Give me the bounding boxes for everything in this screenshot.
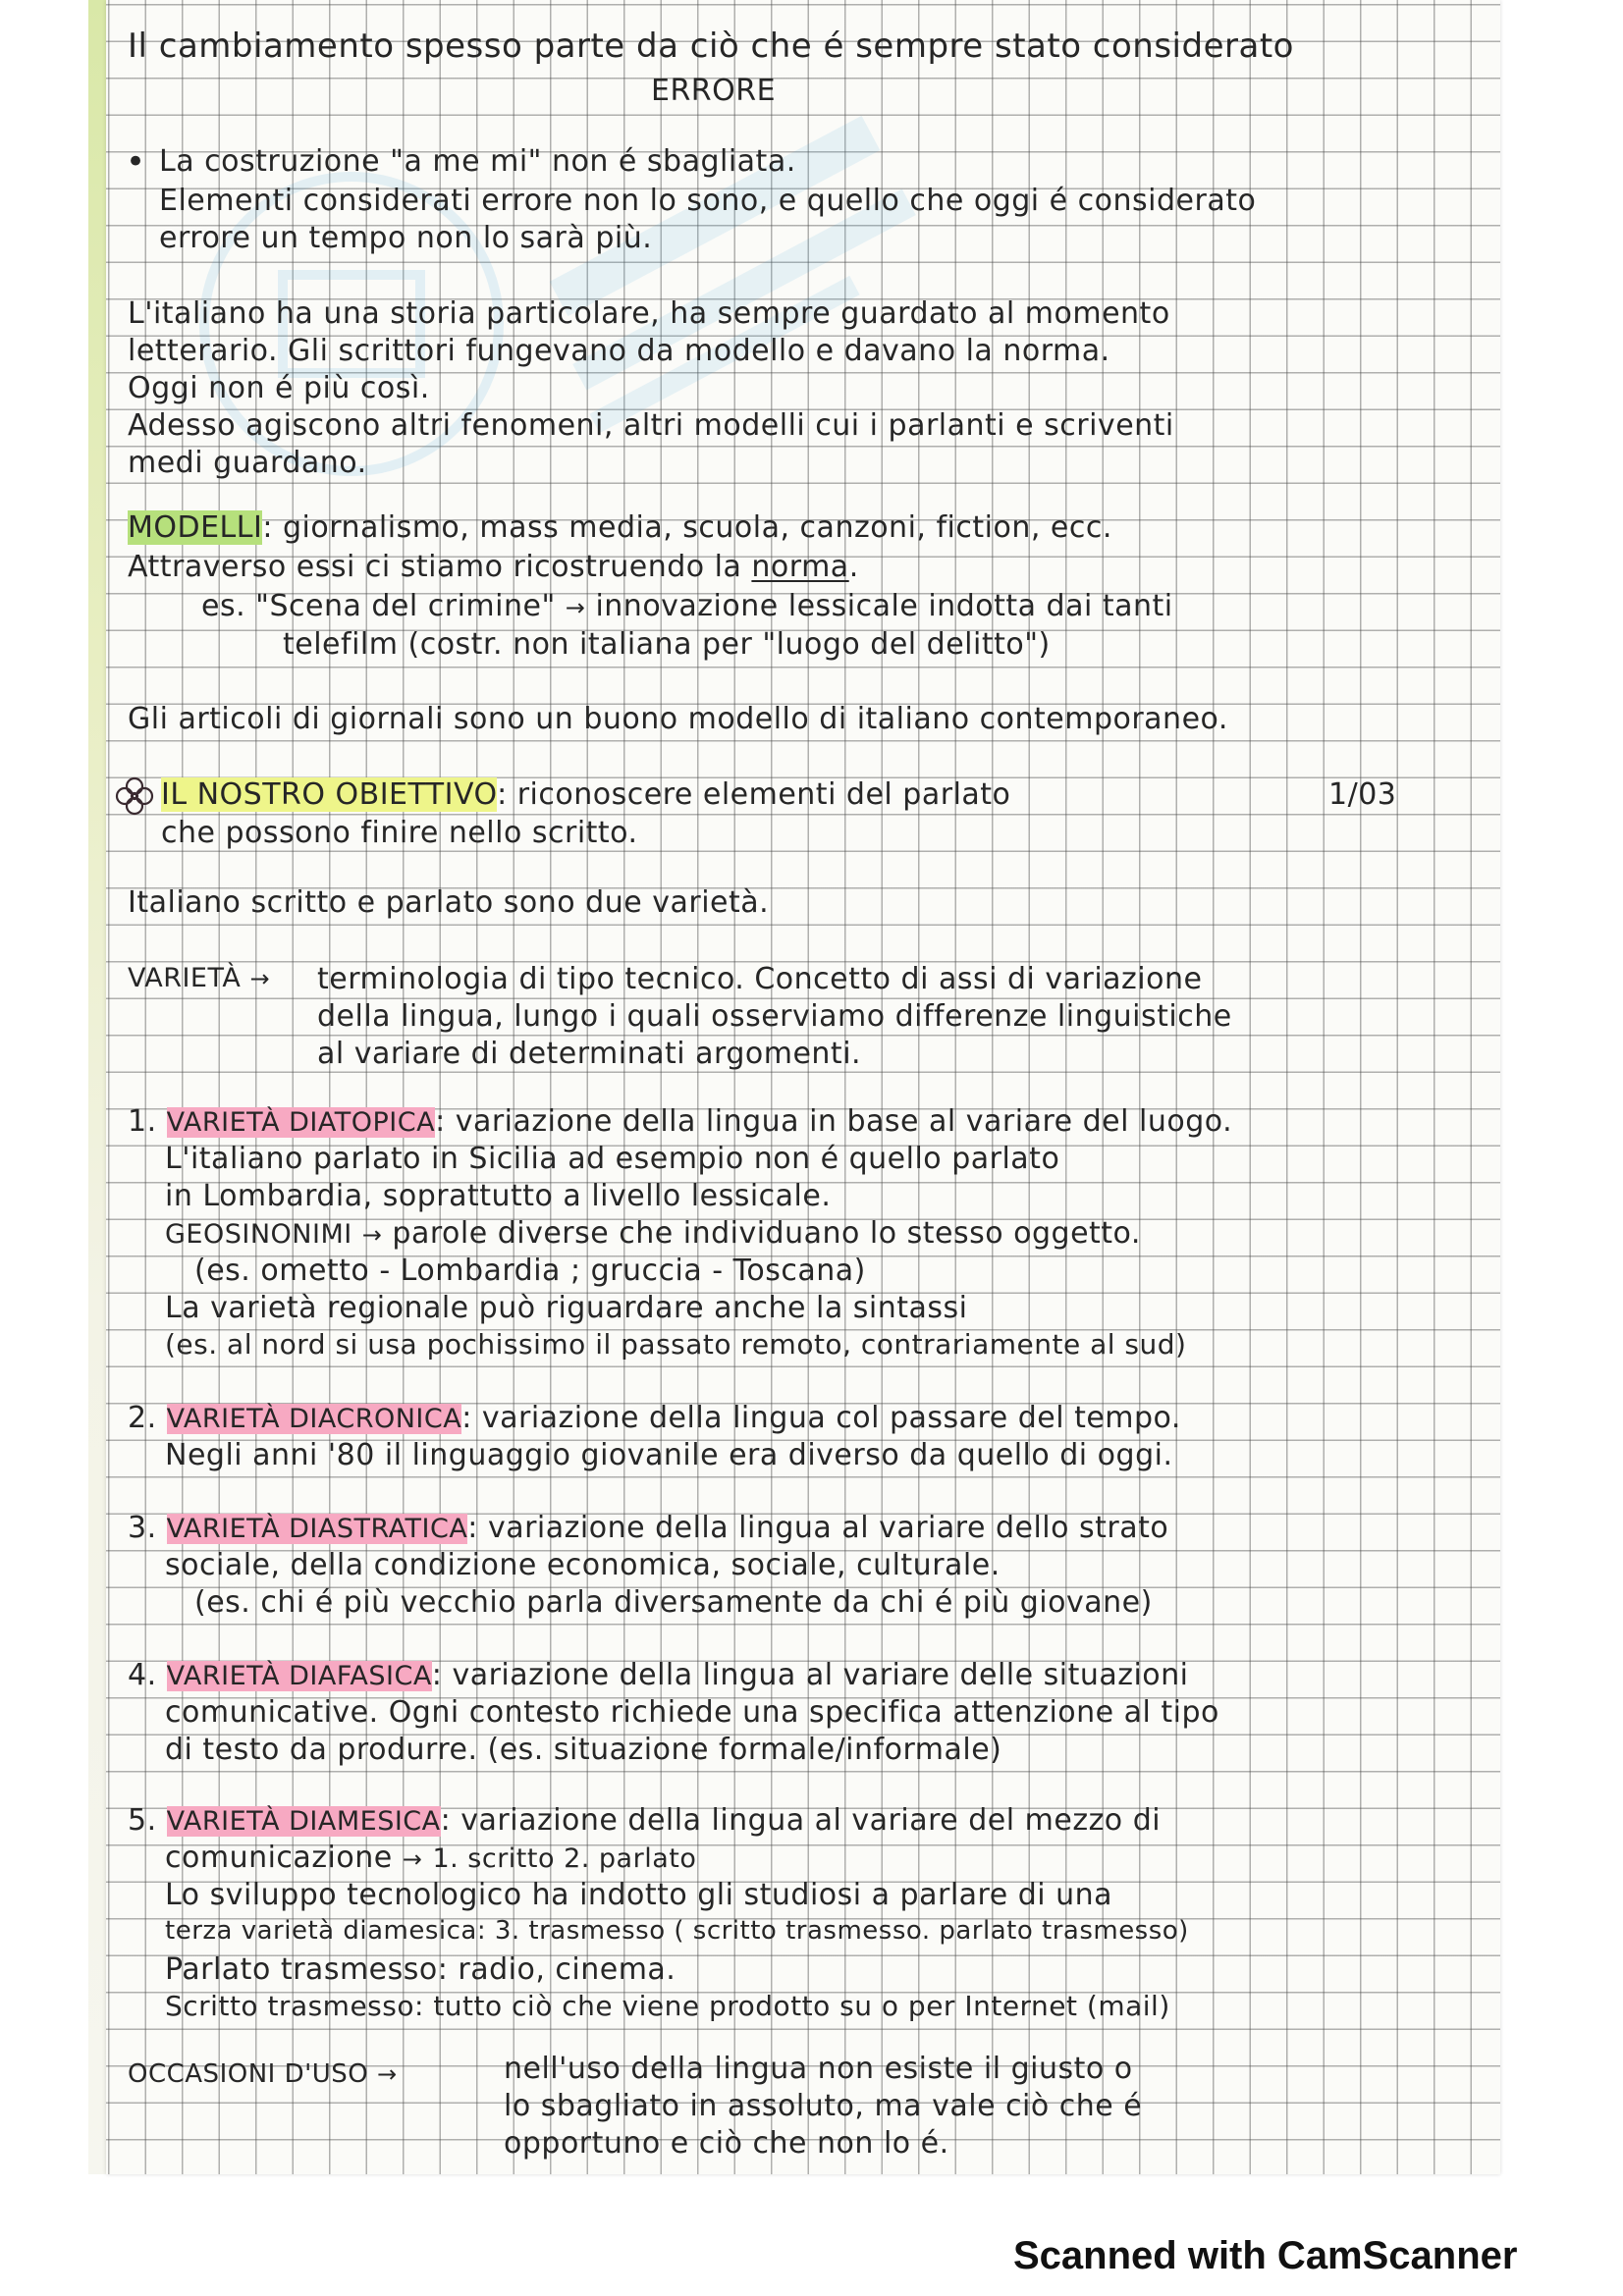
diacronica-rest: : variazione della lingua col passare del tempo. — [461, 1401, 1181, 1435]
occasioni-line-1: nell'uso della lingua non esiste il giusto o — [504, 2052, 1133, 2086]
varieta-label: VARIETÀ — [128, 963, 242, 993]
arrow-icon: → — [361, 1221, 383, 1249]
articoli-line: Gli articoli di giornali sono un buono modello di italiano contemporaneo. — [128, 702, 1228, 736]
norma-underlined: norma — [751, 550, 849, 584]
geosinonimi-text: parole diverse che individuano lo stesso oggetto. — [392, 1216, 1141, 1251]
diafasica-line-3: di testo da produrre. (es. situazione formale/informale) — [165, 1733, 1002, 1767]
arrow-icon: → — [565, 594, 586, 621]
flower-doodle-icon — [112, 774, 157, 819]
obiettivo-label: IL NOSTRO OBIETTIVO — [161, 777, 498, 812]
diafasica-line-2: comunicative. Ogni contesto richiede una specifica attenzione al tipo — [165, 1695, 1219, 1730]
varieta-intro: Italiano scritto e parlato sono due varietà. — [128, 885, 770, 920]
comunicazione-text: comunicazione — [165, 1841, 393, 1875]
diamesica-line-2 — [165, 1843, 696, 1873]
obiettivo-line-1 — [161, 777, 1011, 812]
diacronica-line-2: Negli anni '80 il linguaggio giovanile era diverso da quello di oggi. — [165, 1438, 1173, 1472]
diatopica-line-7: (es. al nord si usa pochissimo il passato remoto, contrariamente al sud) — [165, 1328, 1187, 1361]
diafasica-label: VARIETÀ DIAFASICA — [166, 1661, 432, 1691]
diafasica-rest: : variazione della lingua al variare delle situazioni — [431, 1658, 1189, 1692]
diatopica-line-5: (es. ometto - Lombardia ; gruccia - Toscana) — [194, 1254, 866, 1288]
modelli-line-2-end: . — [848, 550, 859, 584]
title-line-1: Il cambiamento spesso parte da ciò che é sempre stato considerato — [128, 27, 1294, 66]
example-label: es. "Scena del crimine" — [201, 589, 556, 623]
example-text: innovazione lessicale indotta dai tanti — [595, 589, 1173, 623]
varieta-def-label — [128, 965, 270, 991]
modelli-line-2 — [128, 550, 859, 584]
intro-line-2: Elementi considerati errore non lo sono, e quello che oggi é considerato — [159, 184, 1257, 218]
diatopica-rest: : variazione della lingua in base al variare del luogo. — [435, 1104, 1233, 1139]
arrow-icon: → — [377, 2060, 398, 2088]
occasioni-line-3: opportuno e ciò che non lo é. — [504, 2126, 949, 2161]
diacronica-num: 2. — [128, 1401, 157, 1435]
obiettivo-date: 1/03 — [1328, 777, 1397, 812]
varieta-def-line-1: terminologia di tipo tecnico. Concetto di assi di variazione — [317, 962, 1203, 996]
geosinonimi-label: GEOSINONIMI — [165, 1219, 352, 1250]
diacronica-label: VARIETÀ DIACRONICA — [166, 1404, 462, 1434]
modelli-example-line-2: telefilm (costr. non italiana per "luogo del delitto") — [283, 627, 1051, 662]
diastratica-num: 3. — [128, 1511, 157, 1545]
diastratica-label: VARIETÀ DIASTRATICA — [166, 1514, 468, 1544]
notebook-page — [106, 0, 1500, 2174]
diastratica-line-1 — [128, 1511, 1169, 1545]
diafasica-line-1 — [128, 1658, 1189, 1692]
diatopica-line-3: in Lombardia, soprattutto a livello lessicale. — [165, 1179, 832, 1213]
storia-line-5: medi guardano. — [128, 446, 367, 480]
diacronica-line-1 — [128, 1401, 1181, 1435]
modelli-example-line-1 — [201, 589, 1173, 623]
intro-line-3: errore un tempo non lo sarà più. — [159, 221, 653, 255]
arrow-icon: → — [402, 1845, 423, 1873]
modelli-line-2-text: Attraverso essi ci stiamo ricostruendo la — [128, 550, 752, 584]
diatopica-label: VARIETÀ DIATOPICA — [166, 1107, 436, 1138]
diamesica-line-5: Parlato trasmesso: radio, cinema. — [165, 1952, 676, 1987]
varieta-def-line-2: della lingua, lungo i quali osserviamo differenze linguistiche — [317, 999, 1232, 1034]
storia-line-1: L'italiano ha una storia particolare, ha sempre guardato al momento — [128, 296, 1170, 331]
obiettivo-line-2: che possono finire nello scritto. — [161, 816, 638, 850]
storia-line-4: Adesso agiscono altri fenomeni, altri modelli cui i parlanti e scriventi — [128, 408, 1174, 443]
occasioni-line-2: lo sbagliato in assoluto, ma vale ciò che é — [504, 2089, 1143, 2123]
modelli-line-1 — [128, 510, 1112, 545]
occasioni-label-line — [128, 2061, 398, 2087]
diastratica-rest: : variazione della lingua al variare dello strato — [467, 1511, 1169, 1545]
diamesica-label: VARIETÀ DIAMESICA — [166, 1806, 441, 1837]
diastratica-line-3: (es. chi é più vecchio parla diversamente da chi é più giovane) — [194, 1585, 1153, 1620]
diamesica-line-3: Lo sviluppo tecnologico ha indotto gli studiosi a parlare di una — [165, 1878, 1113, 1912]
diamesica-rest: : variazione della lingua al variare del mezzo di — [440, 1803, 1162, 1838]
bullet: • — [126, 142, 146, 182]
diatopica-line-2: L'italiano parlato in Sicilia ad esempio non é quello parlato — [165, 1142, 1060, 1176]
storia-line-3: Oggi non é più così. — [128, 371, 430, 405]
arrow-icon: → — [249, 965, 271, 992]
varieta-def-line-3: al variare di determinati argomenti. — [317, 1037, 862, 1071]
diastratica-line-2: sociale, della condizione economica, sociale, culturale. — [165, 1548, 1001, 1582]
diamesica-line-4: terza varietà diamesica: 3. trasmesso ( scritto trasmesso. parlato trasmesso) — [165, 1916, 1189, 1946]
diatopica-line-1 — [128, 1104, 1233, 1139]
diamesica-line-6: Scritto trasmesso: tutto ciò che viene prodotto su o per Internet (mail) — [165, 1990, 1170, 2022]
diatopica-line-6: La varietà regionale può riguardare anche la sintassi — [165, 1291, 968, 1325]
obiettivo-rest: : riconoscere elementi del parlato — [497, 777, 1011, 812]
diatopica-line-4 — [165, 1216, 1141, 1251]
diatopica-num: 1. — [128, 1104, 157, 1139]
diamesica-line-1 — [128, 1803, 1162, 1838]
diamesica-num: 5. — [128, 1803, 157, 1838]
camscanner-footer: Scanned with CamScanner — [1013, 2234, 1518, 2277]
modelli-label: MODELLI — [128, 510, 263, 545]
storia-line-2: letterario. Gli scrittori fungevano da modello e davano la norma. — [128, 334, 1110, 368]
occasioni-label: OCCASIONI D'USO — [128, 2059, 369, 2089]
margin-highlight-strip — [88, 0, 106, 2174]
intro-line-1: La costruzione "a me mi" non é sbagliata. — [159, 144, 796, 179]
title-line-2: ERRORE — [651, 74, 777, 108]
modelli-rest: : giornalismo, mass media, scuola, canzoni, fiction, ecc. — [262, 510, 1112, 545]
diafasica-num: 4. — [128, 1658, 157, 1692]
scritto-parlato-text: 1. scritto 2. parlato — [432, 1843, 697, 1874]
